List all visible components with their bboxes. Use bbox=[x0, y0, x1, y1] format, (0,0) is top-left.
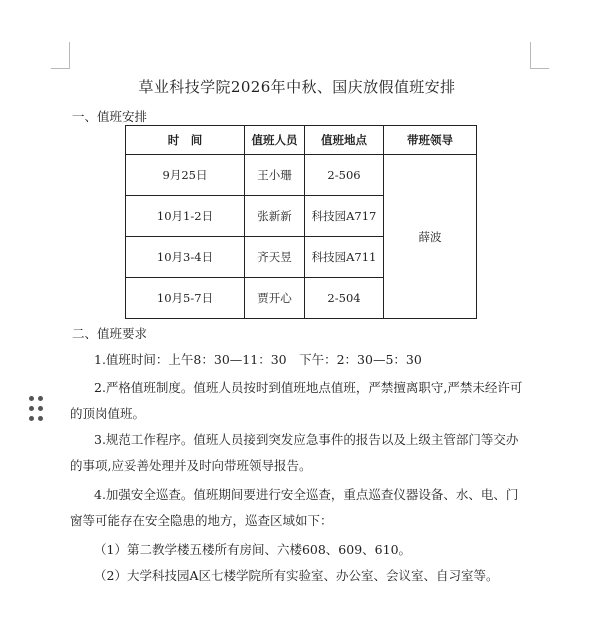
paragraph-work-procedure: 3.规范工作程序。值班人员接到突发应急事件的报告以及上级主管部门等交办的事项,应妥善处理并及时向带班领导报告。 bbox=[70, 432, 519, 473]
page-corner-mark-top-left bbox=[51, 42, 70, 69]
paragraph-safety-inspection: 4.加强安全巡查。值班期间要进行安全巡查，重点巡查仪器设备、水、电、门窗等可能存在安全隐患的地方，巡查区域如下： bbox=[70, 487, 519, 528]
document-title: 草业科技学院2026年中秋、国庆放假值班安排 bbox=[138, 78, 456, 96]
table-header-row bbox=[126, 126, 477, 155]
section-heading-duty-arrangement: 一、值班安排 bbox=[72, 109, 148, 124]
table-row bbox=[126, 155, 477, 196]
cell-location: 2-506 bbox=[305, 155, 384, 196]
cell-location: 科技园A711 bbox=[305, 237, 384, 278]
list-item-inspection-area-1: （1）第二教学楼五楼所有房间、六楼608、609、610。 bbox=[94, 542, 412, 557]
section-heading-duty-requirements: 二、值班要求 bbox=[72, 326, 148, 341]
header-time: 时 间 bbox=[126, 126, 245, 155]
header-leader: 带班领导 bbox=[384, 126, 477, 155]
cell-person: 齐天昱 bbox=[245, 237, 305, 278]
cell-time: 10月5-7日 bbox=[126, 278, 245, 319]
cell-person: 张新新 bbox=[245, 196, 305, 237]
cell-person: 王小珊 bbox=[245, 155, 305, 196]
duty-table bbox=[125, 125, 477, 319]
list-item-inspection-area-2: （2）大学科技园A区七楼学院所有实验室、办公室、会议室、自习室等。 bbox=[94, 568, 499, 583]
page-corner-mark-top-right bbox=[530, 42, 549, 69]
header-person: 值班人员 bbox=[245, 126, 305, 155]
cell-leader: 薛波 bbox=[384, 155, 477, 319]
cell-person: 贾开心 bbox=[245, 278, 305, 319]
cell-time: 9月25日 bbox=[126, 155, 245, 196]
cell-time: 10月1-2日 bbox=[126, 196, 245, 237]
cell-time: 10月3-4日 bbox=[126, 237, 245, 278]
drag-handle-icon[interactable] bbox=[29, 396, 43, 422]
paragraph-duty-hours: 1.值班时间：上午8：30—11：30 下午：2：30—5：30 bbox=[94, 352, 422, 367]
cell-location: 科技园A717 bbox=[305, 196, 384, 237]
cell-location: 2-504 bbox=[305, 278, 384, 319]
paragraph-duty-discipline: 2.严格值班制度。值班人员按时到值班地点值班，严禁擅离职守,严禁未经许可的顶岗值班。 bbox=[70, 380, 523, 421]
header-location: 值班地点 bbox=[305, 126, 384, 155]
